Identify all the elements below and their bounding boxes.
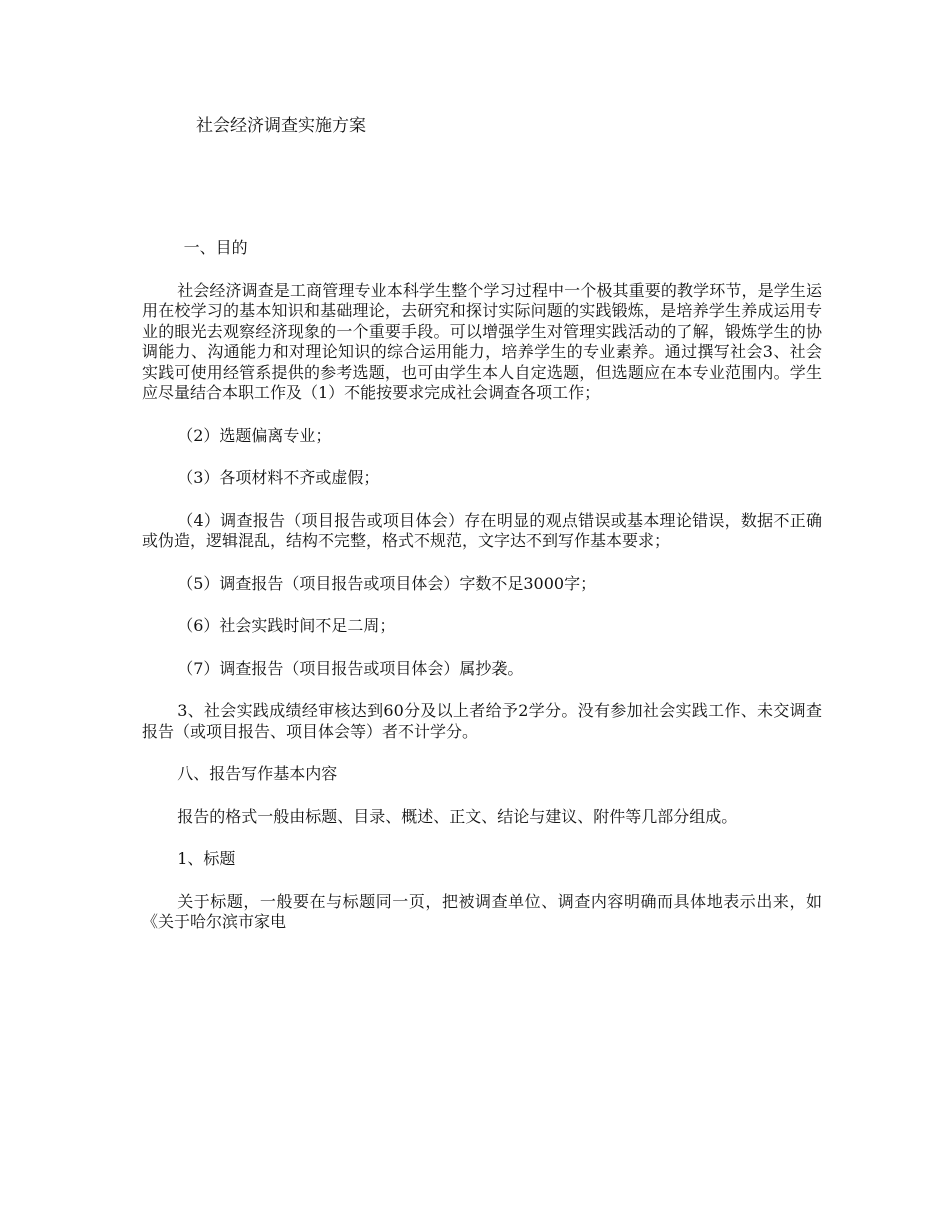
paragraph-credits: 3、社会实践成绩经审核达到60分及以上者给予2学分。没有参加社会实践工作、未交调查报告（或项目报告、项目体会等）者不计学分。 — [142, 701, 822, 741]
section-heading-purpose: 一、目的 — [183, 238, 248, 257]
list-item-5: （5）调查报告（项目报告或项目体会）字数不足3000字； — [177, 573, 597, 593]
paragraph-report-format: 报告的格式一般由标题、目录、概述、正文、结论与建议、附件等几部分组成。 — [177, 806, 738, 826]
list-item-4: （4）调查报告（项目报告或项目体会）存在明显的观点错误或基本理论错误，数据不正确或伪造，逻辑混乱，结构不完整，格式不规范，文字达不到写作基本要求； — [142, 510, 822, 550]
paragraph-title-description: 关于标题，一般要在与标题同一页，把被调查单位、调查内容明确而具体地表示出来，如《关于哈尔滨市家电 — [142, 891, 822, 931]
list-item-6: （6）社会实践时间不足二周； — [177, 616, 396, 635]
paragraph-purpose-description: 社会经济调查是工商管理专业本科学生整个学习过程中一个极其重要的教学环节，是学生运用在校学习的基本知识和基础理论，去研究和探讨实际问题的实践锻炼，是培养学生养成运用专业的眼光去观察经济现象的一个重要手段。可以增强学生对管理实践活动的了解，锻炼学生的协调能力、沟通能力和对理论知识的综合运用能力，培养学生的专业素养。通过撰写社会3、社会实践可使用经管系提供的参考选题，也可由学生本人自定选题，但选题应在本专业范围内。学生应尽量结合本职工作及（1）不能按要求完成社会调查各项工作； — [142, 280, 822, 402]
document-title: 社会经济调查实施方案 — [196, 116, 366, 136]
list-item-3: （3）各项材料不齐或虚假； — [177, 468, 380, 487]
subheading-title: 1、标题 — [177, 849, 236, 868]
section-heading-report-content: 八、报告写作基本内容 — [177, 764, 338, 783]
document-body — [142, 238, 822, 955]
list-item-7: （7）调查报告（项目报告或项目体会）属抄袭。 — [177, 658, 524, 678]
list-item-2: （2）选题偏离专业； — [177, 425, 332, 445]
